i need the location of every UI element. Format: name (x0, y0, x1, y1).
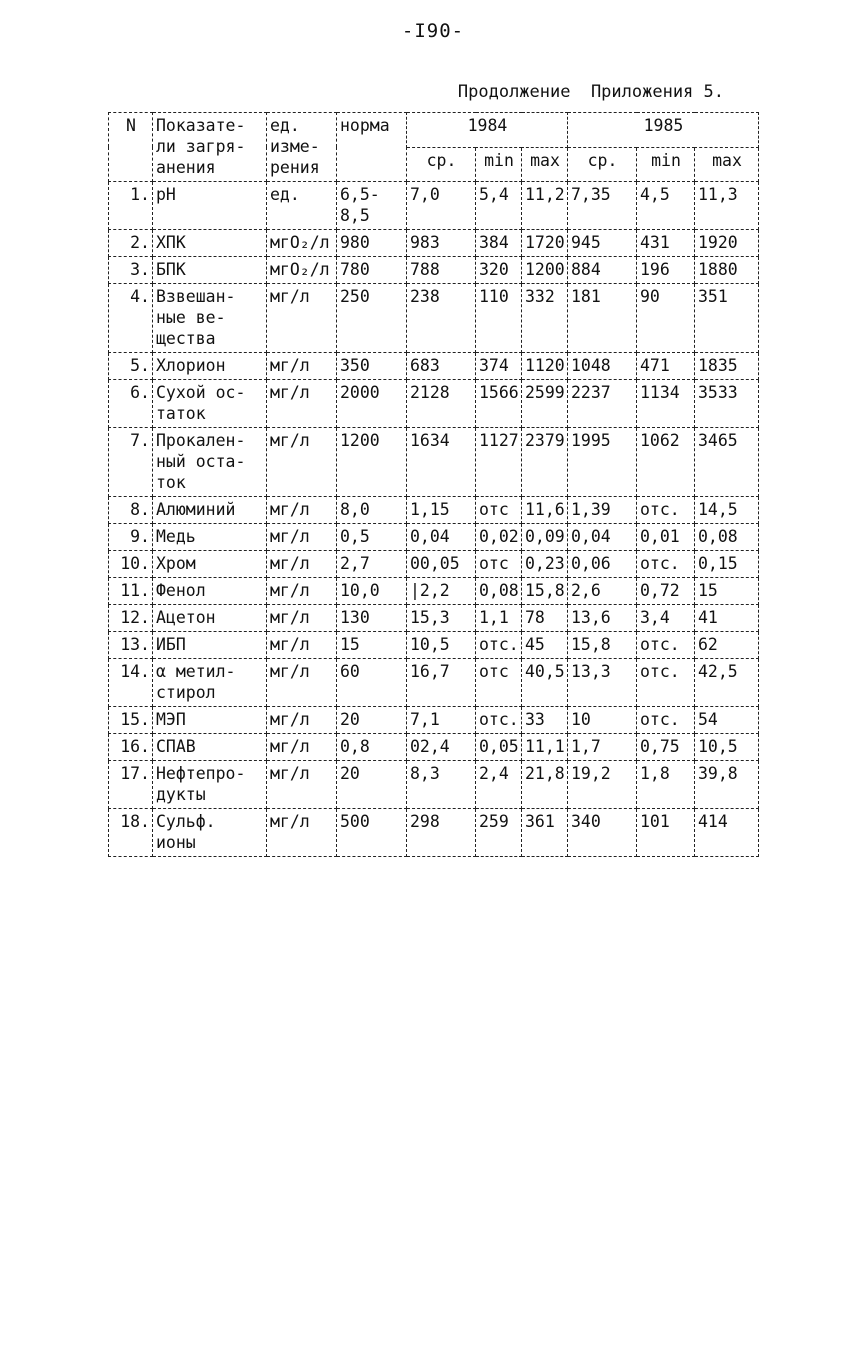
header-max-1984: max (522, 147, 568, 182)
cell-avg-1984: 7,0 (407, 182, 476, 230)
cell-indicator-name: ИБП (153, 632, 267, 659)
cell-indicator-name: СПАВ (153, 734, 267, 761)
cell-max-1985: 3465 (695, 428, 759, 497)
table-row (109, 605, 759, 632)
cell-avg-1985: 1048 (568, 353, 637, 380)
cell-avg-1984: 02,4 (407, 734, 476, 761)
table-row (109, 428, 759, 497)
table-row (109, 632, 759, 659)
cell-avg-1985: 10 (568, 707, 637, 734)
cell-avg-1985: 0,06 (568, 551, 637, 578)
cell-unit: мг/л (267, 284, 337, 353)
cell-min-1984: 5,4 (476, 182, 522, 230)
cell-row-number: 9. (109, 524, 153, 551)
cell-row-number: 11. (109, 578, 153, 605)
cell-norm: 20 (337, 761, 407, 809)
cell-min-1984: 320 (476, 257, 522, 284)
cell-min-1985: 1,8 (637, 761, 695, 809)
cell-max-1984: 0,23 (522, 551, 568, 578)
header-avg-1985: ср. (568, 147, 637, 182)
cell-indicator-name: Медь (153, 524, 267, 551)
cell-avg-1985: 7,35 (568, 182, 637, 230)
cell-norm: 1200 (337, 428, 407, 497)
cell-min-1985: 1134 (637, 380, 695, 428)
cell-min-1985: 90 (637, 284, 695, 353)
cell-max-1985: 62 (695, 632, 759, 659)
cell-max-1985: 351 (695, 284, 759, 353)
cell-min-1985: 1062 (637, 428, 695, 497)
cell-max-1985: 0,15 (695, 551, 759, 578)
cell-min-1985: 101 (637, 809, 695, 857)
cell-indicator-name: Нефтепро- дукты (153, 761, 267, 809)
cell-unit: мг/л (267, 761, 337, 809)
cell-max-1985: 42,5 (695, 659, 759, 707)
cell-avg-1984: 16,7 (407, 659, 476, 707)
table-row (109, 707, 759, 734)
cell-avg-1984: 238 (407, 284, 476, 353)
cell-norm: 500 (337, 809, 407, 857)
cell-avg-1985: 2,6 (568, 578, 637, 605)
cell-avg-1985: 1,39 (568, 497, 637, 524)
page-number: -I90- (401, 20, 465, 42)
cell-unit: мг/л (267, 707, 337, 734)
header-year-1984: 1984 (407, 113, 568, 148)
cell-max-1985: 54 (695, 707, 759, 734)
cell-avg-1985: 1995 (568, 428, 637, 497)
cell-norm: 20 (337, 707, 407, 734)
cell-max-1984: 1120 (522, 353, 568, 380)
table-row (109, 578, 759, 605)
cell-max-1984: 0,09 (522, 524, 568, 551)
cell-norm: 2,7 (337, 551, 407, 578)
table-row (109, 761, 759, 809)
cell-min-1984: 2,4 (476, 761, 522, 809)
cell-max-1984: 1200 (522, 257, 568, 284)
cell-unit: мг/л (267, 632, 337, 659)
cell-unit: мгО₂/л (267, 230, 337, 257)
cell-max-1985: 10,5 (695, 734, 759, 761)
cell-max-1984: 33 (522, 707, 568, 734)
cell-unit: мг/л (267, 497, 337, 524)
cell-norm: 6,5- 8,5 (337, 182, 407, 230)
header-indicator: Показате- ли загря- анения (153, 113, 267, 182)
cell-unit: мг/л (267, 734, 337, 761)
cell-min-1985: 0,01 (637, 524, 695, 551)
cell-indicator-name: α метил- стирол (153, 659, 267, 707)
cell-max-1984: 11,1 (522, 734, 568, 761)
cell-indicator-name: МЭП (153, 707, 267, 734)
table-row (109, 257, 759, 284)
cell-min-1985: 3,4 (637, 605, 695, 632)
cell-max-1985: 1880 (695, 257, 759, 284)
cell-avg-1984: 10,5 (407, 632, 476, 659)
cell-avg-1984: 983 (407, 230, 476, 257)
cell-min-1985: 4,5 (637, 182, 695, 230)
cell-unit: мг/л (267, 380, 337, 428)
cell-max-1985: 1835 (695, 353, 759, 380)
cell-min-1985: отс. (637, 497, 695, 524)
cell-max-1984: 21,8 (522, 761, 568, 809)
cell-norm: 350 (337, 353, 407, 380)
cell-min-1984: 0,08 (476, 578, 522, 605)
cell-norm: 10,0 (337, 578, 407, 605)
cell-max-1985: 11,3 (695, 182, 759, 230)
header-min-1985: min (637, 147, 695, 182)
cell-max-1985: 39,8 (695, 761, 759, 809)
cell-min-1985: отс. (637, 632, 695, 659)
cell-avg-1984: 2128 (407, 380, 476, 428)
header-year-1985: 1985 (568, 113, 759, 148)
cell-indicator-name: Хром (153, 551, 267, 578)
cell-norm: 0,8 (337, 734, 407, 761)
cell-max-1984: 15,8 (522, 578, 568, 605)
cell-min-1985: 196 (637, 257, 695, 284)
cell-unit: мг/л (267, 659, 337, 707)
cell-avg-1984: 15,3 (407, 605, 476, 632)
cell-min-1985: 0,75 (637, 734, 695, 761)
cell-row-number: 15. (109, 707, 153, 734)
cell-norm: 0,5 (337, 524, 407, 551)
cell-unit: мг/л (267, 551, 337, 578)
table-row (109, 551, 759, 578)
cell-min-1984: 1,1 (476, 605, 522, 632)
cell-indicator-name: Хлорион (153, 353, 267, 380)
cell-indicator-name: Фенол (153, 578, 267, 605)
cell-min-1984: отс (476, 551, 522, 578)
cell-row-number: 14. (109, 659, 153, 707)
cell-min-1984: отс (476, 659, 522, 707)
cell-norm: 60 (337, 659, 407, 707)
cell-avg-1984: 788 (407, 257, 476, 284)
cell-min-1985: отс. (637, 707, 695, 734)
cell-min-1985: 471 (637, 353, 695, 380)
header-avg-1984: ср. (407, 147, 476, 182)
cell-max-1985: 3533 (695, 380, 759, 428)
cell-min-1985: отс. (637, 551, 695, 578)
cell-norm: 15 (337, 632, 407, 659)
cell-avg-1985: 181 (568, 284, 637, 353)
table-row (109, 353, 759, 380)
cell-avg-1984: |2,2 (407, 578, 476, 605)
cell-row-number: 5. (109, 353, 153, 380)
cell-avg-1985: 884 (568, 257, 637, 284)
cell-unit: мг/л (267, 428, 337, 497)
cell-indicator-name: pH (153, 182, 267, 230)
cell-unit: мг/л (267, 578, 337, 605)
cell-avg-1984: 8,3 (407, 761, 476, 809)
cell-min-1984: отс. (476, 707, 522, 734)
table-row (109, 380, 759, 428)
cell-indicator-name: Алюминий (153, 497, 267, 524)
table-row (109, 182, 759, 230)
cell-avg-1985: 19,2 (568, 761, 637, 809)
cell-indicator-name: БПК (153, 257, 267, 284)
table-row (109, 230, 759, 257)
cell-row-number: 13. (109, 632, 153, 659)
cell-avg-1984: 7,1 (407, 707, 476, 734)
table-row (109, 659, 759, 707)
cell-norm: 780 (337, 257, 407, 284)
cell-avg-1985: 2237 (568, 380, 637, 428)
cell-min-1984: 110 (476, 284, 522, 353)
cell-min-1984: 384 (476, 230, 522, 257)
cell-unit: мг/л (267, 605, 337, 632)
cell-min-1984: 1127 (476, 428, 522, 497)
cell-row-number: 2. (109, 230, 153, 257)
cell-row-number: 3. (109, 257, 153, 284)
cell-avg-1985: 15,8 (568, 632, 637, 659)
pollution-table (108, 112, 759, 857)
table-row (109, 524, 759, 551)
cell-norm: 250 (337, 284, 407, 353)
cell-max-1985: 1920 (695, 230, 759, 257)
cell-avg-1985: 1,7 (568, 734, 637, 761)
cell-unit: мг/л (267, 524, 337, 551)
cell-unit: мгО₂/л (267, 257, 337, 284)
table-row (109, 734, 759, 761)
cell-avg-1985: 945 (568, 230, 637, 257)
cell-avg-1984: 683 (407, 353, 476, 380)
cell-row-number: 1. (109, 182, 153, 230)
cell-norm: 2000 (337, 380, 407, 428)
cell-row-number: 7. (109, 428, 153, 497)
cell-row-number: 6. (109, 380, 153, 428)
cell-row-number: 4. (109, 284, 153, 353)
table-row (109, 497, 759, 524)
cell-avg-1985: 13,3 (568, 659, 637, 707)
cell-max-1985: 414 (695, 809, 759, 857)
cell-row-number: 8. (109, 497, 153, 524)
header-n: N (109, 113, 153, 182)
cell-row-number: 10. (109, 551, 153, 578)
cell-indicator-name: Прокален- ный оста- ток (153, 428, 267, 497)
header-unit: ед. изме- рения (267, 113, 337, 182)
cell-max-1984: 2599 (522, 380, 568, 428)
header-max-1985: max (695, 147, 759, 182)
cell-max-1984: 40,5 (522, 659, 568, 707)
table-caption: Продолжение Приложения 5. (457, 82, 724, 102)
cell-min-1984: 1566 (476, 380, 522, 428)
cell-max-1984: 11,6 (522, 497, 568, 524)
cell-max-1985: 41 (695, 605, 759, 632)
cell-min-1984: 259 (476, 809, 522, 857)
cell-norm: 130 (337, 605, 407, 632)
cell-avg-1985: 340 (568, 809, 637, 857)
cell-min-1984: 0,05 (476, 734, 522, 761)
cell-min-1984: 374 (476, 353, 522, 380)
cell-row-number: 12. (109, 605, 153, 632)
header-min-1984: min (476, 147, 522, 182)
cell-min-1985: 0,72 (637, 578, 695, 605)
cell-max-1984: 1720 (522, 230, 568, 257)
cell-unit: мг/л (267, 809, 337, 857)
cell-indicator-name: Сульф. ионы (153, 809, 267, 857)
cell-avg-1985: 13,6 (568, 605, 637, 632)
cell-avg-1985: 0,04 (568, 524, 637, 551)
cell-indicator-name: Сухой ос- таток (153, 380, 267, 428)
cell-max-1984: 45 (522, 632, 568, 659)
cell-row-number: 17. (109, 761, 153, 809)
cell-row-number: 18. (109, 809, 153, 857)
cell-indicator-name: Взвешан- ные ве- щества (153, 284, 267, 353)
cell-max-1984: 78 (522, 605, 568, 632)
cell-max-1985: 14,5 (695, 497, 759, 524)
table-row (109, 809, 759, 857)
cell-min-1984: отс (476, 497, 522, 524)
cell-avg-1984: 0,04 (407, 524, 476, 551)
cell-avg-1984: 298 (407, 809, 476, 857)
cell-max-1984: 361 (522, 809, 568, 857)
table-row (109, 284, 759, 353)
cell-min-1985: отс. (637, 659, 695, 707)
cell-unit: ед. (267, 182, 337, 230)
cell-norm: 8,0 (337, 497, 407, 524)
header-norm: норма (337, 113, 407, 182)
cell-norm: 980 (337, 230, 407, 257)
cell-max-1984: 2379 (522, 428, 568, 497)
cell-avg-1984: 00,05 (407, 551, 476, 578)
cell-min-1985: 431 (637, 230, 695, 257)
cell-max-1984: 11,2 (522, 182, 568, 230)
cell-max-1984: 332 (522, 284, 568, 353)
cell-row-number: 16. (109, 734, 153, 761)
cell-min-1984: 0,02 (476, 524, 522, 551)
cell-avg-1984: 1,15 (407, 497, 476, 524)
cell-indicator-name: ХПК (153, 230, 267, 257)
cell-avg-1984: 1634 (407, 428, 476, 497)
cell-max-1985: 15 (695, 578, 759, 605)
cell-max-1985: 0,08 (695, 524, 759, 551)
cell-indicator-name: Ацетон (153, 605, 267, 632)
cell-unit: мг/л (267, 353, 337, 380)
cell-min-1984: отс. (476, 632, 522, 659)
